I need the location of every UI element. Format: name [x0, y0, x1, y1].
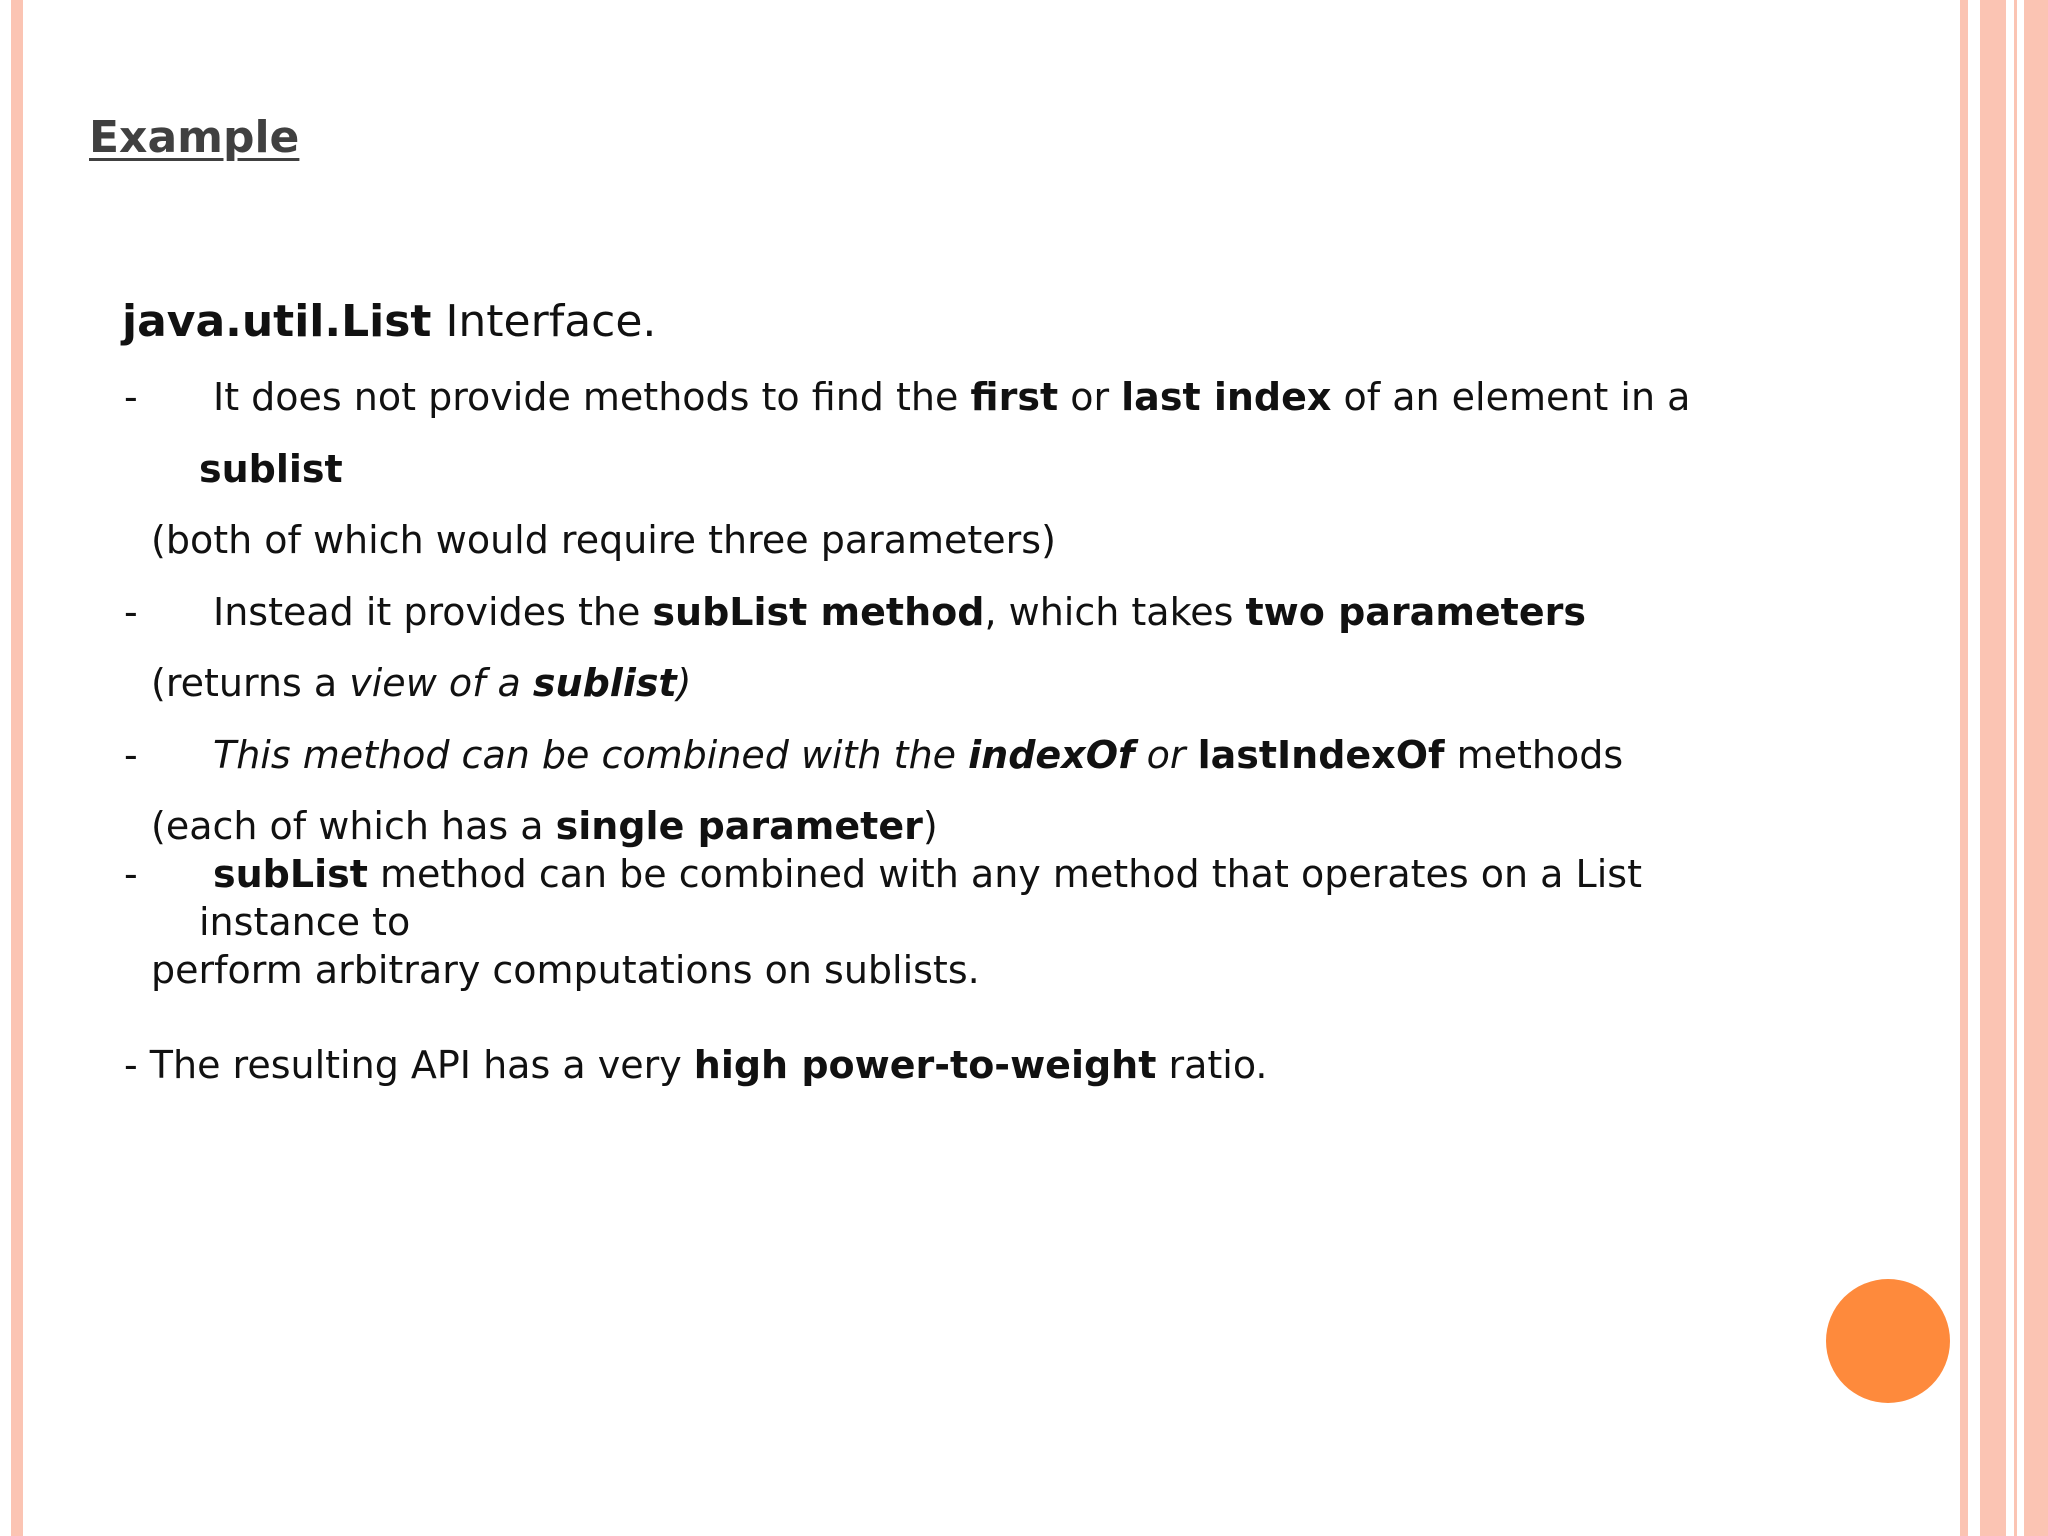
bullet-3-italic-or: or: [1134, 733, 1198, 777]
bullet-3-note: [151, 803, 938, 849]
bullet-dash: -: [124, 590, 138, 634]
bullet-4-text: method can be combined with any method that operates on a List: [367, 852, 1642, 896]
bullet-5-text: - The resulting API has a very: [124, 1043, 694, 1087]
right-border-thin-line: [2014, 0, 2017, 1536]
bullet-dash: -: [124, 375, 138, 419]
left-border-bar: [11, 0, 23, 1536]
interface-heading: [122, 296, 656, 348]
bullet-3-bold-lastindexof: lastIndexOf: [1197, 733, 1445, 777]
bullet-dash: -: [124, 733, 138, 777]
bullet-5-bold: high power-to-weight: [693, 1043, 1157, 1087]
bullet-2-note-close: ): [676, 661, 692, 705]
heading-bold: java.util.List: [122, 296, 432, 347]
bullet-2-bold-two-parameters: two parameters: [1245, 590, 1586, 634]
bullet-5-text-end: ratio.: [1156, 1043, 1268, 1087]
bullet-2-text-mid: , which takes: [984, 590, 1246, 634]
bullet-2-note-italic: view of a: [349, 661, 533, 705]
bullet-1-continuation: [199, 446, 343, 492]
bullet-3-bold-italic-indexof: indexOf: [968, 733, 1135, 777]
bullet-dash: -: [124, 852, 138, 896]
bullet-3-note-close: ): [922, 804, 938, 848]
bullet-2-note-bold-italic: sublist: [532, 661, 677, 705]
bullet-3-note-text: (each of which has a: [151, 804, 556, 848]
bullet-1-line: [213, 374, 1690, 420]
bullet-1-text: It does not provide methods to find the: [213, 375, 971, 419]
accent-circle: [1826, 1279, 1950, 1403]
right-border-bar-outer: [2024, 0, 2048, 1536]
bullet-4-continuation: instance to: [199, 900, 411, 944]
bullet-2-line: [213, 589, 1586, 635]
bullet-4-line: [213, 851, 1642, 897]
bullet-3-line: [213, 732, 1623, 778]
bullet-3-note-bold: single parameter: [555, 804, 923, 848]
bullet-2-bold-sublist-method: subList method: [652, 590, 985, 634]
bullet-2-text: Instead it provides the: [213, 590, 653, 634]
bullet-3-italic-text: This method can be combined with the: [213, 733, 969, 777]
bullet-1-bold-last-index: last index: [1121, 375, 1332, 419]
bullet-1-bold-sublist: sublist: [199, 447, 343, 491]
bullet-1-note: (both of which would require three parameters): [151, 518, 1056, 562]
bullet-1-text-or: or: [1058, 375, 1122, 419]
bullet-4-bold-sublist: subList: [213, 852, 368, 896]
heading-rest: Interface.: [431, 296, 657, 347]
bullet-1-bold-first: first: [970, 375, 1059, 419]
slide-title: Example: [89, 112, 300, 163]
bullet-2-note-text: (returns a: [151, 661, 350, 705]
bullet-2-note: [151, 660, 691, 706]
right-border-bar-middle: [1980, 0, 2006, 1536]
bullet-1-text-end: of an element in a: [1331, 375, 1691, 419]
bullet-4-wrap: perform arbitrary computations on sublists.: [151, 948, 980, 992]
bullet-5-line: [124, 1042, 1268, 1088]
bullet-3-text-methods: methods: [1444, 733, 1624, 777]
right-border-bar-inner: [1960, 0, 1968, 1536]
